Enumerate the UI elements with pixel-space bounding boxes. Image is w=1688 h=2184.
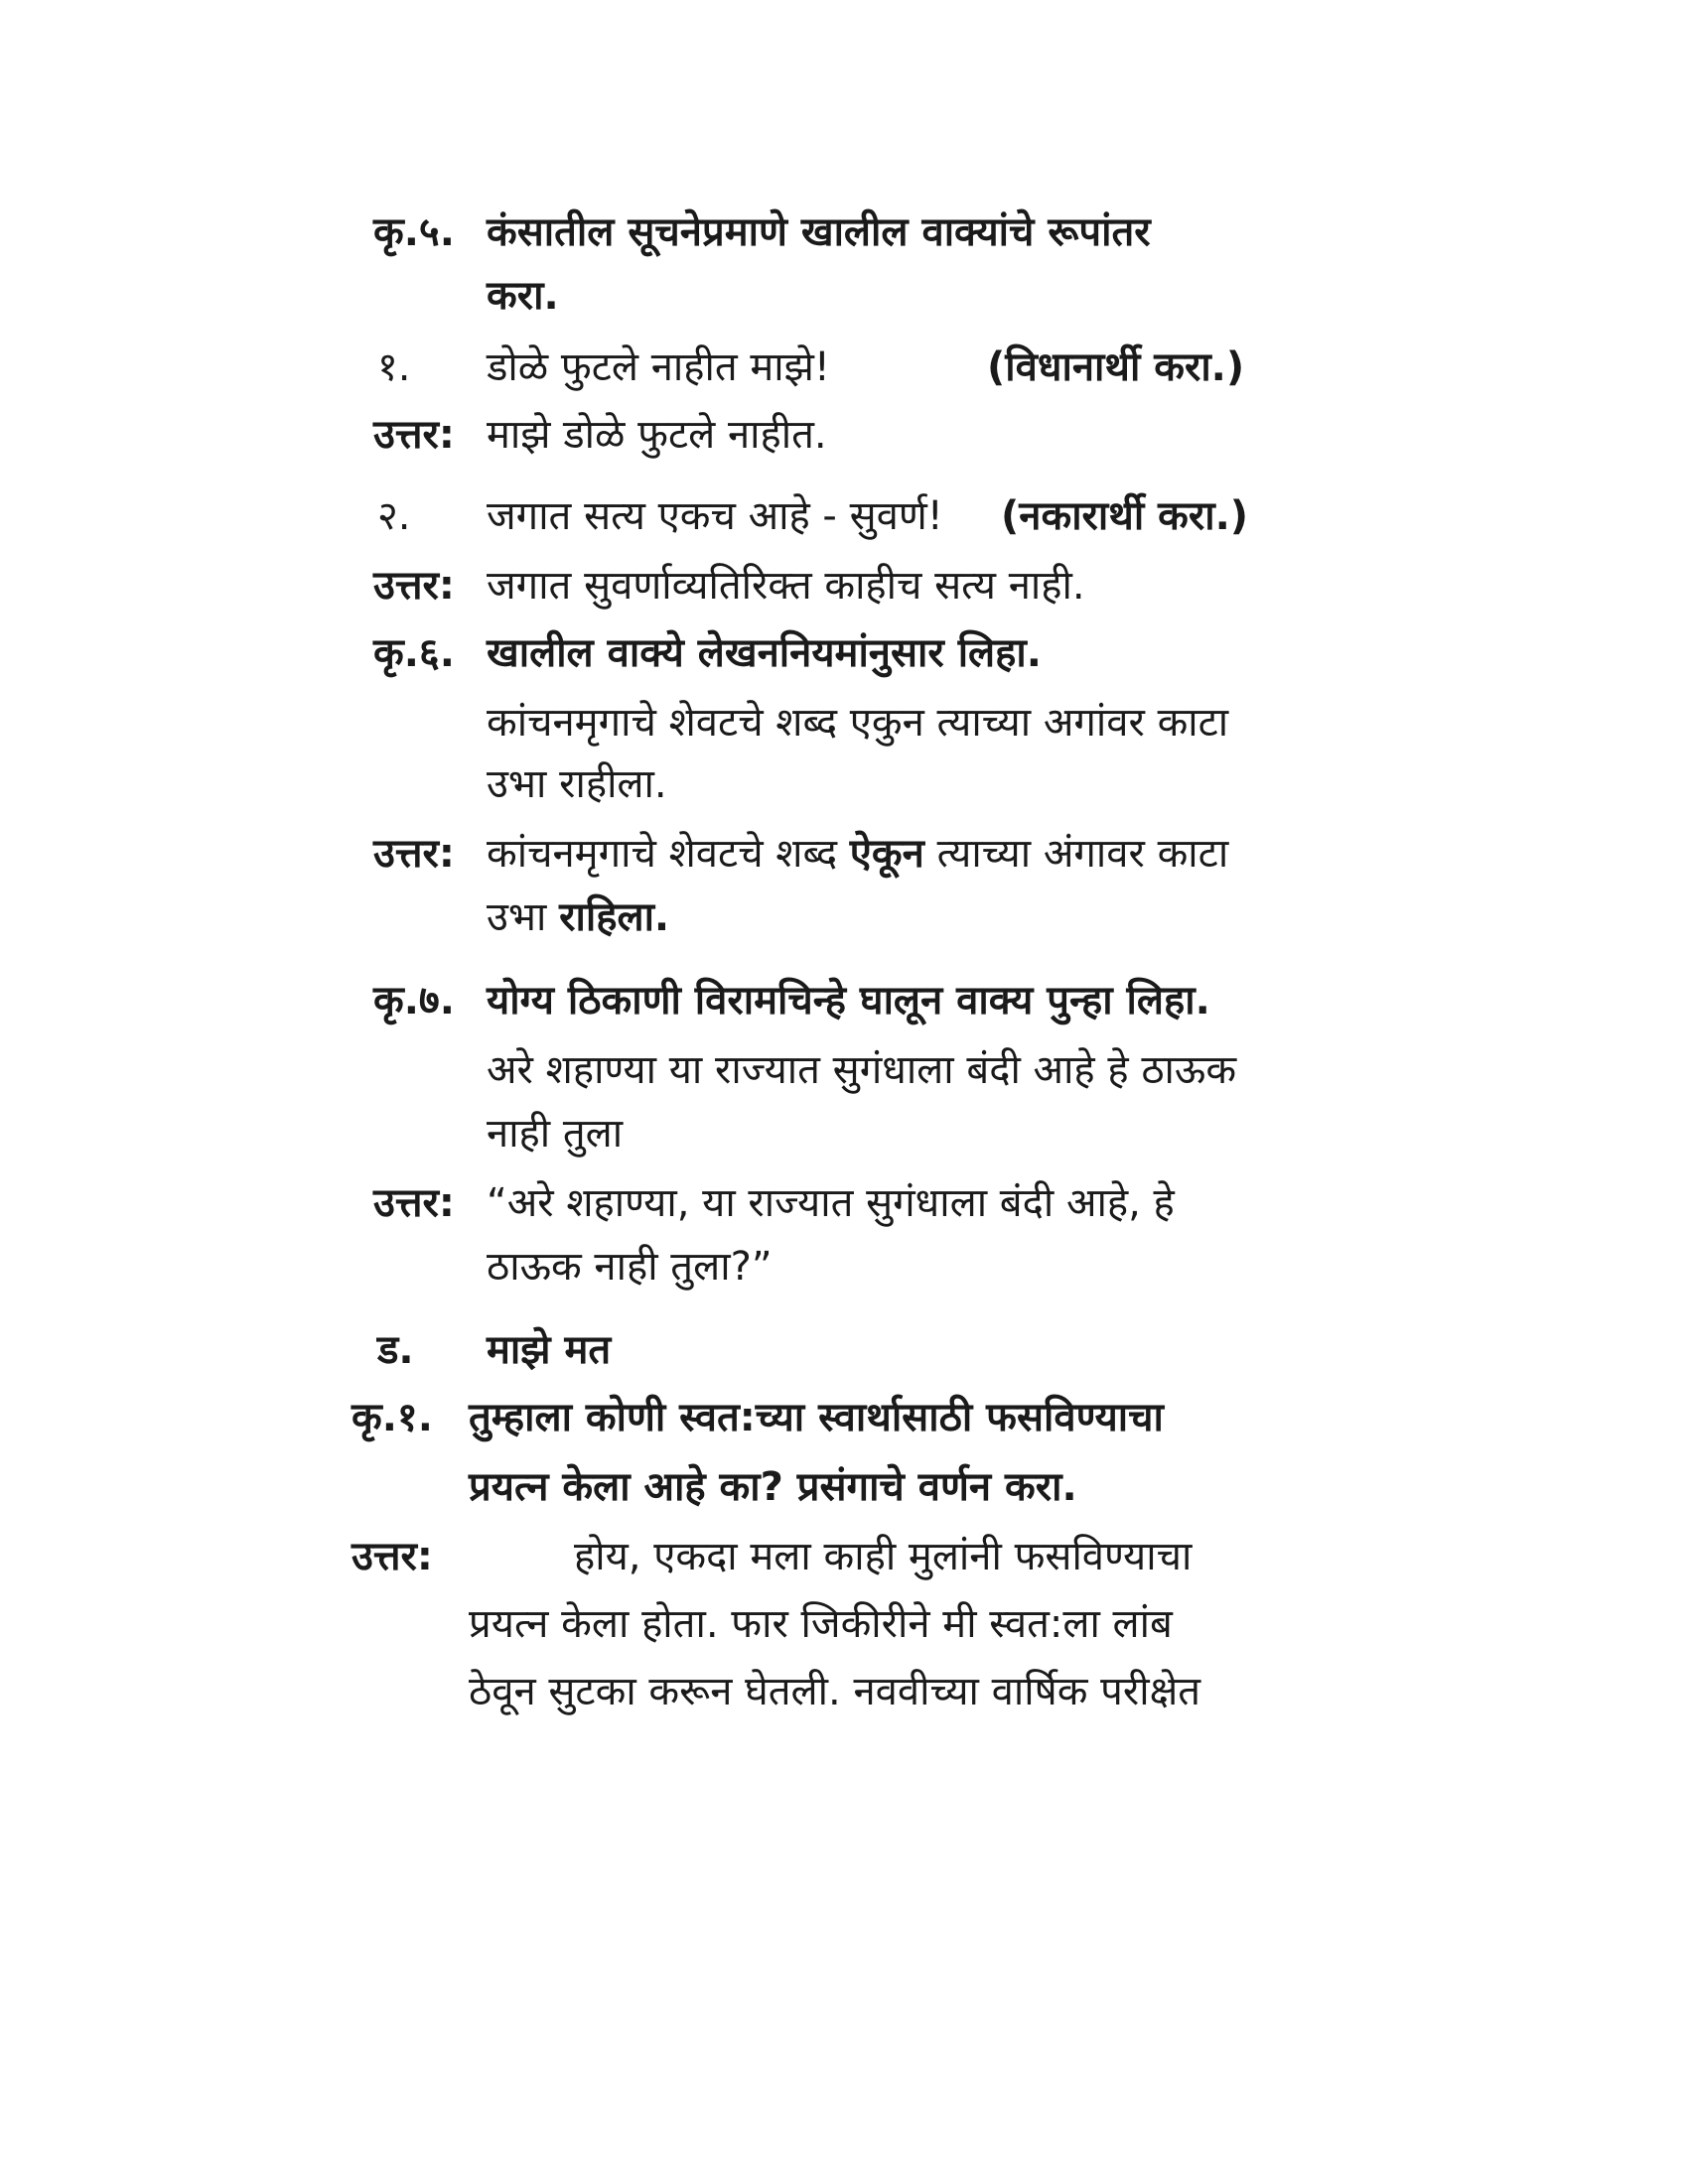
q5-item1-instruction: (विधानार्थी करा.): [987, 344, 1245, 390]
q1-label: कृ.१.: [352, 1395, 433, 1440]
q5-item1-number: १.: [377, 344, 411, 390]
q6-sentence-line1: [487, 695, 1287, 751]
q5-item2-instruction: (नकारार्थी करा.): [1001, 493, 1249, 539]
q5-item1-answer: माझे डोळे फुटले नाहीत.: [487, 412, 827, 458]
q6-heading: खालील वाक्ये लेखननियमांनुसार लिहा.: [487, 630, 1042, 676]
q7-sentence-line1: अरे शहाण्या या राज्यात सुगंधाला बंदी आहे हे ठाऊक: [487, 1047, 1237, 1093]
q6-answer-line2-a: उभा: [487, 894, 547, 940]
q6-answer-part-a: कांचनमृगाचे शेवटचे शब्द: [487, 831, 838, 877]
q6-answer-label: उत्तर:: [373, 831, 455, 877]
q1-answer-line2: प्रयत्न केला होता. फार जिकीरीने मी स्वत:ला लांब: [469, 1601, 1173, 1647]
q5-heading-line1: [487, 205, 1287, 260]
q5-item2-sentence: जगात सत्य एकच आहे - सुवर्ण!: [487, 493, 943, 539]
q6-answer-part-c: त्याच्या अंगावर काटा: [936, 831, 1229, 877]
q1-heading-line1: तुम्हाला कोणी स्वत:च्या स्वार्थासाठी फसविण्याचा: [469, 1395, 1164, 1440]
q5-heading-text: कंसातील सूचनेप्रमाणे खालील वाक्यांचे रूपांतर: [487, 209, 1151, 255]
q5-item1-sentence: डोळे फुटले नाहीत माझे!: [487, 344, 830, 390]
q1-answer-line3: ठेवून सुटका करून घेतली. नववीच्या वार्षिक परीक्षेत: [469, 1669, 1201, 1714]
q5-heading-line2: करा.: [487, 273, 559, 319]
q7-answer-label: उत्तर:: [373, 1180, 455, 1226]
q7-label: कृ.७.: [373, 978, 455, 1024]
q1-answer-line1: होय, एकदा मला काही मुलांनी फसविण्याचा: [574, 1534, 1193, 1579]
q7-answer-line2: ठाऊक नाही तुला?”: [487, 1244, 773, 1290]
q5-item1-answer-label: उत्तर:: [373, 412, 455, 458]
section-d-title: माझे मत: [487, 1327, 612, 1373]
q6-sentence-text: कांचनमृगाचे शेवटचे शब्द एकुन त्याच्या अगांवर काटा: [487, 700, 1229, 746]
q6-answer-line2-b: राहिला.: [559, 894, 670, 940]
q6-label: कृ.६.: [373, 630, 455, 676]
q6-answer-line2: [487, 889, 669, 945]
q7-answer-line1: “अरे शहाण्या, या राज्यात सुगंधाला बंदी आहे, हे: [487, 1180, 1175, 1226]
q5-item2-answer-label: उत्तर:: [373, 563, 455, 609]
q5-item2-answer: जगात सुवर्णाव्यतिरिक्त काहीच सत्य नाही.: [487, 563, 1085, 609]
q5-item2-number: २.: [377, 493, 411, 539]
q1-heading-line2: प्रयत्न केला आहे का? प्रसंगाचे वर्णन करा.: [469, 1464, 1077, 1510]
q1-answer-label: उत्तर:: [352, 1534, 433, 1579]
q7-heading: योग्य ठिकाणी विरामचिन्हे घालून वाक्य पुन्हा लिहा.: [487, 978, 1210, 1024]
q7-sentence-line2: नाही तुला: [487, 1111, 624, 1157]
q6-answer-part-b: ऐकून: [849, 831, 924, 877]
q6-sentence-line2: उभा राहीला.: [487, 761, 667, 807]
q5-label: कृ.५.: [373, 209, 455, 255]
section-d-label: ड.: [377, 1327, 414, 1373]
q6-answer-line1: [487, 826, 1228, 882]
